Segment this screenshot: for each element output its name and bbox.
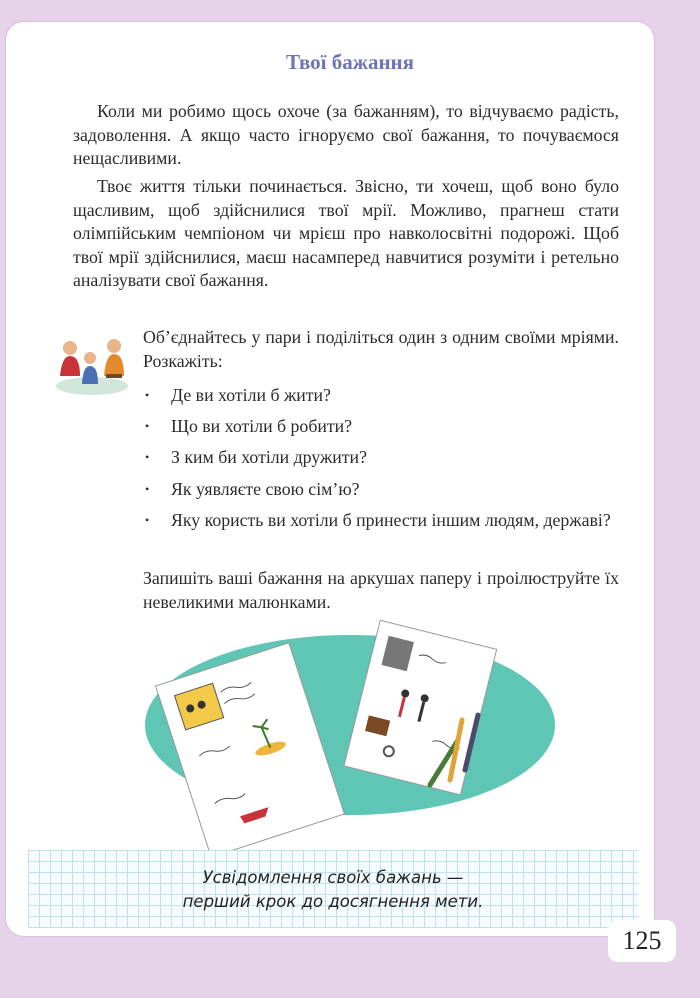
page-title: Твої бажання (285, 50, 415, 74)
page-number: 125 (608, 920, 676, 962)
question-item: • Як уявляєте свою сім’ю? (143, 478, 619, 502)
paragraph-2: Твоє життя тільки починається. Звісно, ти хочеш, щоб воно було щасливим, щоб здійснилися твої мрії. Можливо, прагнеш стати олімпійським чемпіоном чи мрієш про навколосвітні подорожі. Щоб твої мрії здійснилися, маєш насамперед навчитися розуміти і ретельно аналізувати свої бажання. (73, 176, 619, 291)
question-item: • Де ви хотіли б жити? (143, 384, 619, 408)
question-item: • З ким би хотіли дружити? (143, 446, 619, 470)
note-line-2: перший крок до досягнення мети. (182, 892, 484, 911)
note-line-1: Усвідомлення своїх бажань — (202, 868, 464, 887)
pair-task-intro: Об’єднайтесь у пари і поділіться один з одним своїми мріями. Розкажіть: (143, 327, 619, 371)
question-item: • Яку користь ви хотіли б принести іншим людям, державі? (143, 509, 619, 533)
question-list (143, 384, 619, 540)
paragraph-1: Коли ми робимо щось охоче (за бажанням), то відчуваємо радість, задоволення. А якщо часто ігноруємо свої бажання, то почуваємося нещасливими. (73, 101, 619, 169)
key-idea-note (28, 850, 638, 928)
pair-work-icon (52, 328, 132, 398)
question-item: • Що ви хотіли б робити? (143, 415, 619, 439)
write-task: Запишіть ваші бажання на аркушах паперу і проілюструйте їх невеликими малюнками. (143, 568, 619, 612)
wishes-papers-illustration (140, 620, 560, 850)
